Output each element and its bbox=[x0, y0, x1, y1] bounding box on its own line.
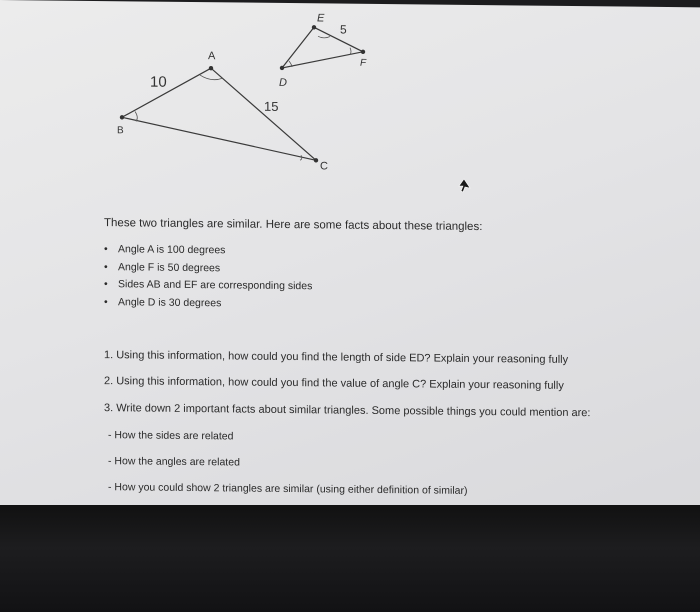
angle-mark-f bbox=[350, 48, 351, 55]
similar-triangles-diagram bbox=[0, 0, 700, 207]
subpoint-sides: - How the sides are related bbox=[108, 429, 234, 443]
monitor-bezel bbox=[0, 505, 700, 612]
fact-item: • Angle D is 30 degrees bbox=[104, 294, 312, 314]
vertex-a bbox=[209, 66, 213, 70]
angle-mark-c bbox=[300, 155, 302, 160]
side-label-ab: 10 bbox=[150, 73, 167, 91]
question-3: 3. Write down 2 important facts about similar triangles. Some possible things you could mention are: bbox=[104, 402, 591, 420]
vertex-b bbox=[120, 115, 124, 119]
label-f: F bbox=[360, 57, 367, 69]
fact-item: • Angle F is 50 degrees bbox=[104, 259, 312, 279]
facts-intro: These two triangles are similar. Here are some facts about these triangles: bbox=[104, 217, 483, 234]
label-a: A bbox=[208, 50, 216, 63]
label-b: B bbox=[117, 125, 124, 137]
vertex-f bbox=[361, 50, 365, 54]
facts-list bbox=[104, 241, 312, 314]
question-1: 1. Using this information, how could you find the length of side ED? Explain your reasoning fully bbox=[104, 349, 569, 366]
label-c: C bbox=[320, 160, 328, 173]
angle-mark-e bbox=[318, 36, 330, 38]
label-e: E bbox=[317, 12, 325, 25]
triangle-def bbox=[282, 27, 363, 69]
fact-item: • Angle A is 100 degrees bbox=[104, 241, 312, 261]
subpoint-angles: - How the angles are related bbox=[108, 455, 240, 469]
question-2: 2. Using this information, how could you find the value of angle C? Explain your reasoning fully bbox=[104, 375, 564, 392]
label-d: D bbox=[279, 76, 287, 90]
vertex-c bbox=[314, 158, 318, 162]
fact-item: • Sides AB and EF are corresponding sides bbox=[104, 276, 312, 296]
mouse-cursor-icon bbox=[458, 178, 472, 194]
angle-mark-a bbox=[200, 75, 222, 80]
subpoint-similarity: - How you could show 2 triangles are similar (using either definition of similar) bbox=[108, 481, 468, 497]
side-label-ef: 5 bbox=[340, 22, 347, 37]
side-label-ac: 15 bbox=[264, 98, 279, 114]
